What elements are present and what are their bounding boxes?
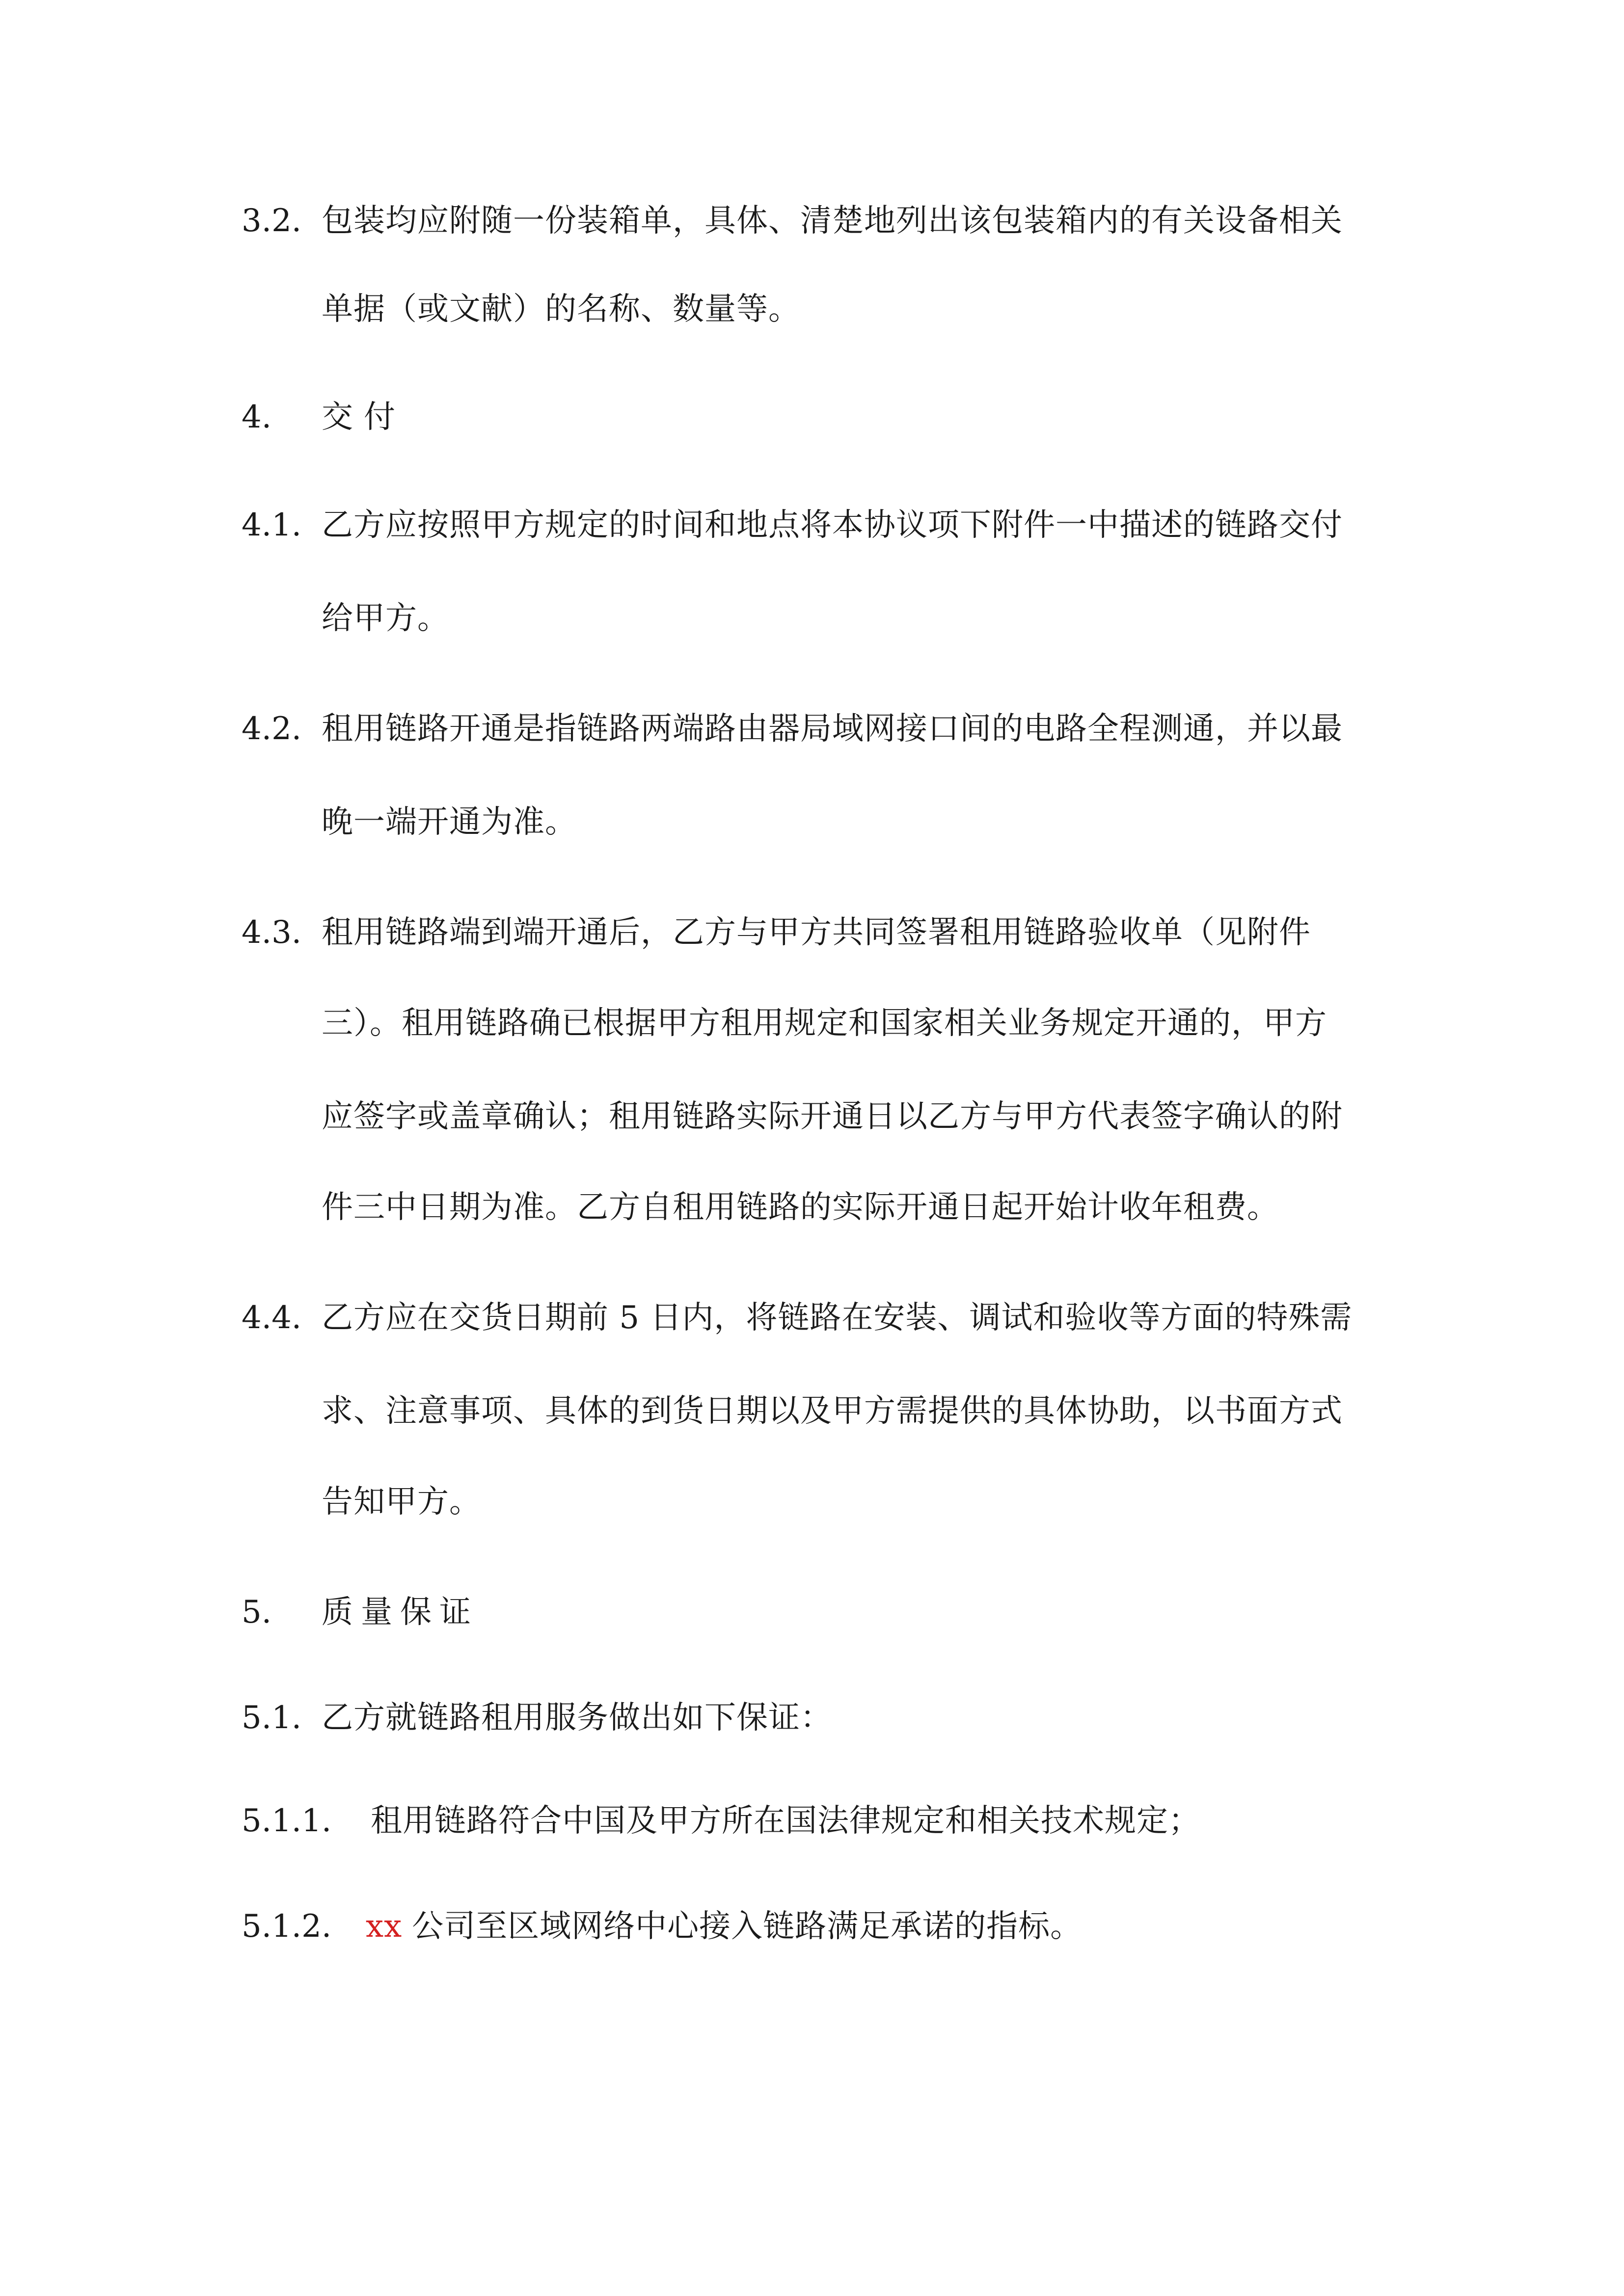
section-5-title: 质量保证 (322, 1594, 479, 1630)
clause-number-4-4: 4.4. (242, 1300, 302, 1336)
clause-3-2-line-1: 包装均应附随一份装箱单，具体、清楚地列出该包装箱内的有关设备相关 (322, 203, 1343, 239)
clause-4-4-line-3: 告知甲方。 (322, 1484, 481, 1520)
clause-5-1-2-line-1 (366, 1907, 1082, 1946)
clause-4-3-line-3: 应签字或盖章确认；租用链路实际开通日以乙方与甲方代表签字确认的附 (322, 1098, 1343, 1135)
clause-3-2-line-2: 单据（或文献）的名称、数量等。 (322, 291, 800, 327)
clause-4-1-line-2: 给甲方。 (322, 600, 449, 637)
clause-5-1-2-text: 公司至区域网络中心接入链路满足承诺的指标。 (412, 1908, 1083, 1945)
clause-4-3-line-1: 租用链路端到端开通后，乙方与甲方共同签署租用链路验收单（见附件 (322, 914, 1311, 951)
clause-4-4-line-1: 乙方应在交货日期前 5 日内，将链路在安装、调试和验收等方面的特殊需 (322, 1300, 1353, 1336)
section-number-4: 4. (242, 399, 272, 435)
clause-number-3-2: 3.2. (242, 203, 302, 239)
clause-4-3-line-4: 件三中日期为准。乙方自租用链路的实际开通日起开始计收年租费。 (322, 1189, 1279, 1226)
clause-4-2-line-2: 晚一端开通为准。 (322, 804, 577, 840)
clause-5-1-1-line-1: 租用链路符合中国及甲方所在国法律规定和相关技术规定； (371, 1803, 1200, 1839)
clause-number-4-1: 4.1. (242, 507, 302, 543)
clause-4-3-line-2: 三）。租用链路确已根据甲方租用规定和国家相关业务规定开通的，甲方 (322, 1005, 1327, 1041)
clause-number-5-1-2: 5.1.2. (242, 1908, 332, 1945)
company-placeholder: xx (366, 1908, 403, 1945)
clause-5-1-line-1: 乙方就链路租用服务做出如下保证： (322, 1700, 832, 1736)
clause-4-2-line-1: 租用链路开通是指链路两端路由器局域网接口间的电路全程测通，并以最 (322, 711, 1343, 747)
clause-number-4-2: 4.2. (242, 711, 302, 747)
clause-4-4-line-2: 求、注意事项、具体的到货日期以及甲方需提供的具体协助，以书面方式 (322, 1393, 1343, 1429)
section-number-5: 5. (242, 1594, 272, 1630)
clause-4-1-line-1: 乙方应按照甲方规定的时间和地点将本协议项下附件一中描述的链路交付 (322, 507, 1343, 543)
clause-number-5-1-1: 5.1.1. (242, 1803, 332, 1839)
clause-number-5-1: 5.1. (242, 1700, 302, 1736)
clause-number-4-3: 4.3. (242, 914, 302, 951)
section-4-title: 交付 (322, 399, 406, 435)
